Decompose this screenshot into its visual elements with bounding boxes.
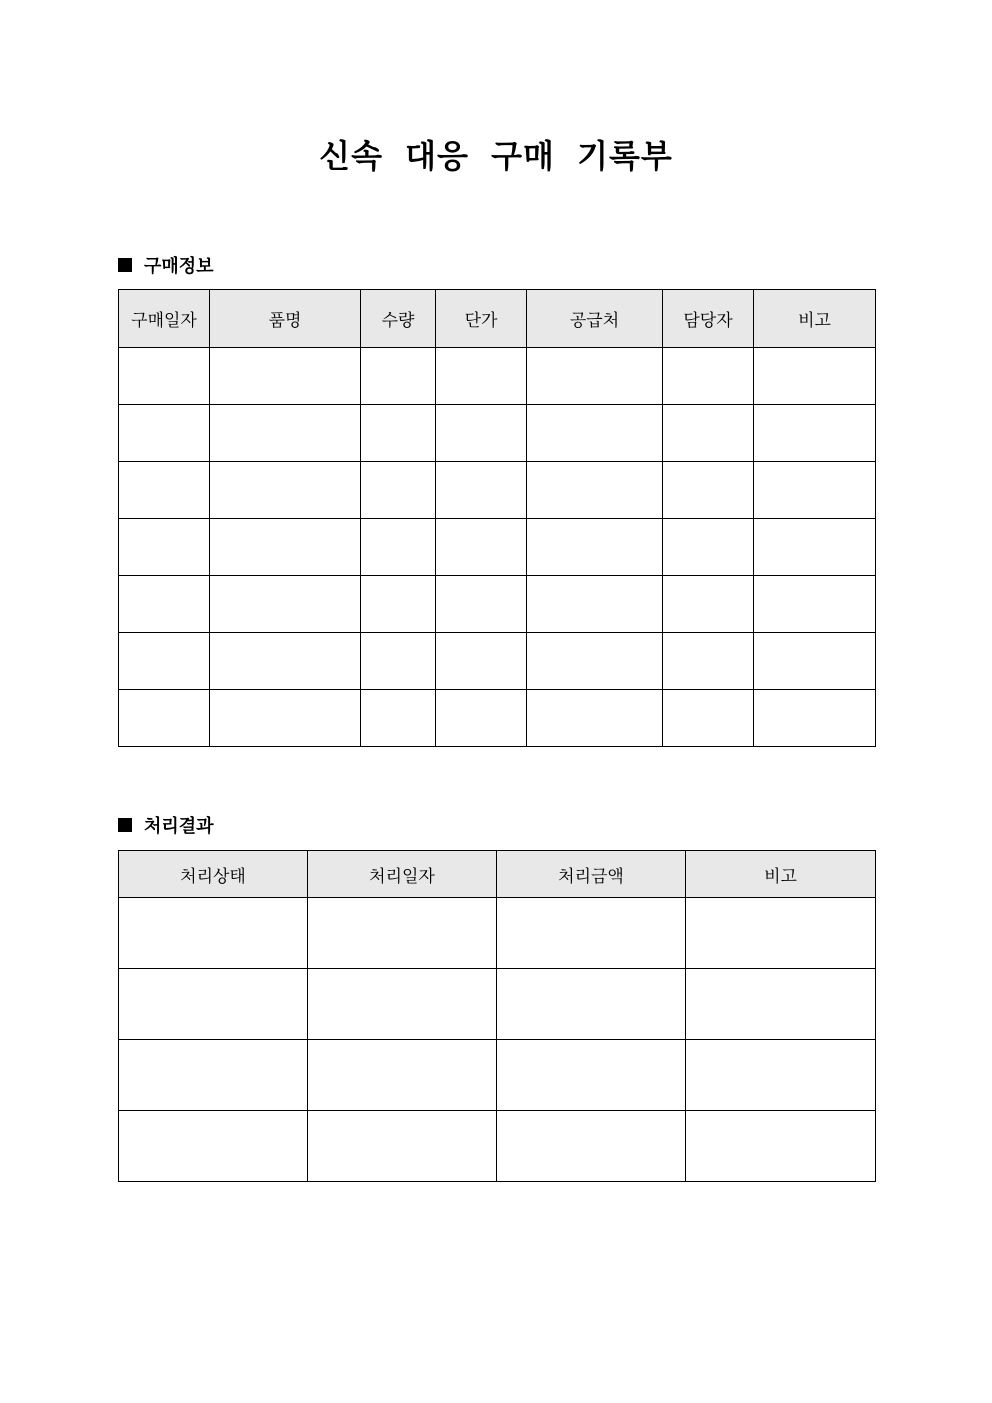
column-header-purchase-date: 구매일자: [119, 290, 210, 348]
table-cell[interactable]: [210, 519, 361, 576]
purchase-section-heading: [118, 251, 214, 279]
table-cell[interactable]: [308, 969, 497, 1040]
table-cell[interactable]: [527, 348, 663, 405]
table-cell[interactable]: [686, 969, 876, 1040]
table-cell[interactable]: [436, 690, 527, 747]
table-cell[interactable]: [663, 348, 754, 405]
table-cell[interactable]: [361, 348, 436, 405]
table-cell[interactable]: [361, 690, 436, 747]
table-cell[interactable]: [210, 348, 361, 405]
table-row: [119, 633, 876, 690]
column-header-quantity: 수량: [361, 290, 436, 348]
table-cell[interactable]: [686, 898, 876, 969]
table-cell[interactable]: [361, 633, 436, 690]
table-cell[interactable]: [436, 576, 527, 633]
purchase-info-table: [118, 289, 876, 747]
table-cell[interactable]: [210, 405, 361, 462]
table-cell[interactable]: [754, 519, 876, 576]
table-cell[interactable]: [436, 405, 527, 462]
table-cell[interactable]: [754, 462, 876, 519]
column-header-process-amount: 처리금액: [497, 851, 686, 898]
table-cell[interactable]: [361, 519, 436, 576]
table-row: [119, 1040, 876, 1111]
result-section-heading: [118, 811, 214, 839]
table-row: [119, 519, 876, 576]
table-row: [119, 576, 876, 633]
table-cell[interactable]: [436, 633, 527, 690]
table-cell[interactable]: [527, 519, 663, 576]
table-cell[interactable]: [361, 462, 436, 519]
table-cell[interactable]: [527, 633, 663, 690]
table-row: [119, 462, 876, 519]
table-cell[interactable]: [119, 405, 210, 462]
table-cell[interactable]: [663, 519, 754, 576]
table-cell[interactable]: [527, 576, 663, 633]
processing-result-table: [118, 850, 876, 1182]
column-header-unit-price: 단가: [436, 290, 527, 348]
table-cell[interactable]: [663, 405, 754, 462]
table-cell[interactable]: [119, 576, 210, 633]
table-cell[interactable]: [210, 633, 361, 690]
table-row: [119, 348, 876, 405]
table-cell[interactable]: [119, 633, 210, 690]
table-cell[interactable]: [308, 898, 497, 969]
table-cell[interactable]: [119, 1111, 308, 1182]
column-header-process-status: 처리상태: [119, 851, 308, 898]
table-cell[interactable]: [497, 1040, 686, 1111]
table-cell[interactable]: [210, 576, 361, 633]
table-cell[interactable]: [119, 462, 210, 519]
table-cell[interactable]: [754, 405, 876, 462]
table-cell[interactable]: [527, 405, 663, 462]
table-cell[interactable]: [663, 690, 754, 747]
table-row: [119, 1111, 876, 1182]
column-header-supplier: 공급처: [527, 290, 663, 348]
table-cell[interactable]: [119, 969, 308, 1040]
table-cell[interactable]: [436, 348, 527, 405]
table-row: [119, 898, 876, 969]
square-bullet-icon: [118, 818, 132, 832]
column-header-remarks: 비고: [686, 851, 876, 898]
table-cell[interactable]: [119, 898, 308, 969]
table-header-row: [119, 290, 876, 348]
table-cell[interactable]: [754, 633, 876, 690]
table-cell[interactable]: [663, 576, 754, 633]
result-section-label: 처리결과: [144, 816, 214, 837]
table-cell[interactable]: [663, 462, 754, 519]
column-header-process-date: 처리일자: [308, 851, 497, 898]
table-row: [119, 405, 876, 462]
table-cell[interactable]: [497, 1111, 686, 1182]
table-cell[interactable]: [361, 405, 436, 462]
table-cell[interactable]: [436, 519, 527, 576]
square-bullet-icon: [118, 258, 132, 272]
table-cell[interactable]: [663, 633, 754, 690]
table-cell[interactable]: [754, 348, 876, 405]
table-cell[interactable]: [119, 348, 210, 405]
table-cell[interactable]: [436, 462, 527, 519]
table-cell[interactable]: [686, 1040, 876, 1111]
table-cell[interactable]: [210, 462, 361, 519]
table-cell[interactable]: [308, 1040, 497, 1111]
table-cell[interactable]: [754, 576, 876, 633]
column-header-manager: 담당자: [663, 290, 754, 348]
table-cell[interactable]: [361, 576, 436, 633]
table-cell[interactable]: [308, 1111, 497, 1182]
table-row: [119, 690, 876, 747]
table-row: [119, 969, 876, 1040]
table-cell[interactable]: [119, 690, 210, 747]
table-cell[interactable]: [686, 1111, 876, 1182]
table-cell[interactable]: [527, 462, 663, 519]
table-cell[interactable]: [119, 519, 210, 576]
document-title: 신속 대응 구매 기록부: [319, 137, 673, 175]
table-cell[interactable]: [119, 1040, 308, 1111]
table-header-row: [119, 851, 876, 898]
table-cell[interactable]: [497, 969, 686, 1040]
column-header-item-name: 품명: [210, 290, 361, 348]
purchase-section-label: 구매정보: [144, 256, 214, 277]
table-cell[interactable]: [527, 690, 663, 747]
column-header-remarks: 비고: [754, 290, 876, 348]
table-cell[interactable]: [754, 690, 876, 747]
table-cell[interactable]: [497, 898, 686, 969]
table-cell[interactable]: [210, 690, 361, 747]
